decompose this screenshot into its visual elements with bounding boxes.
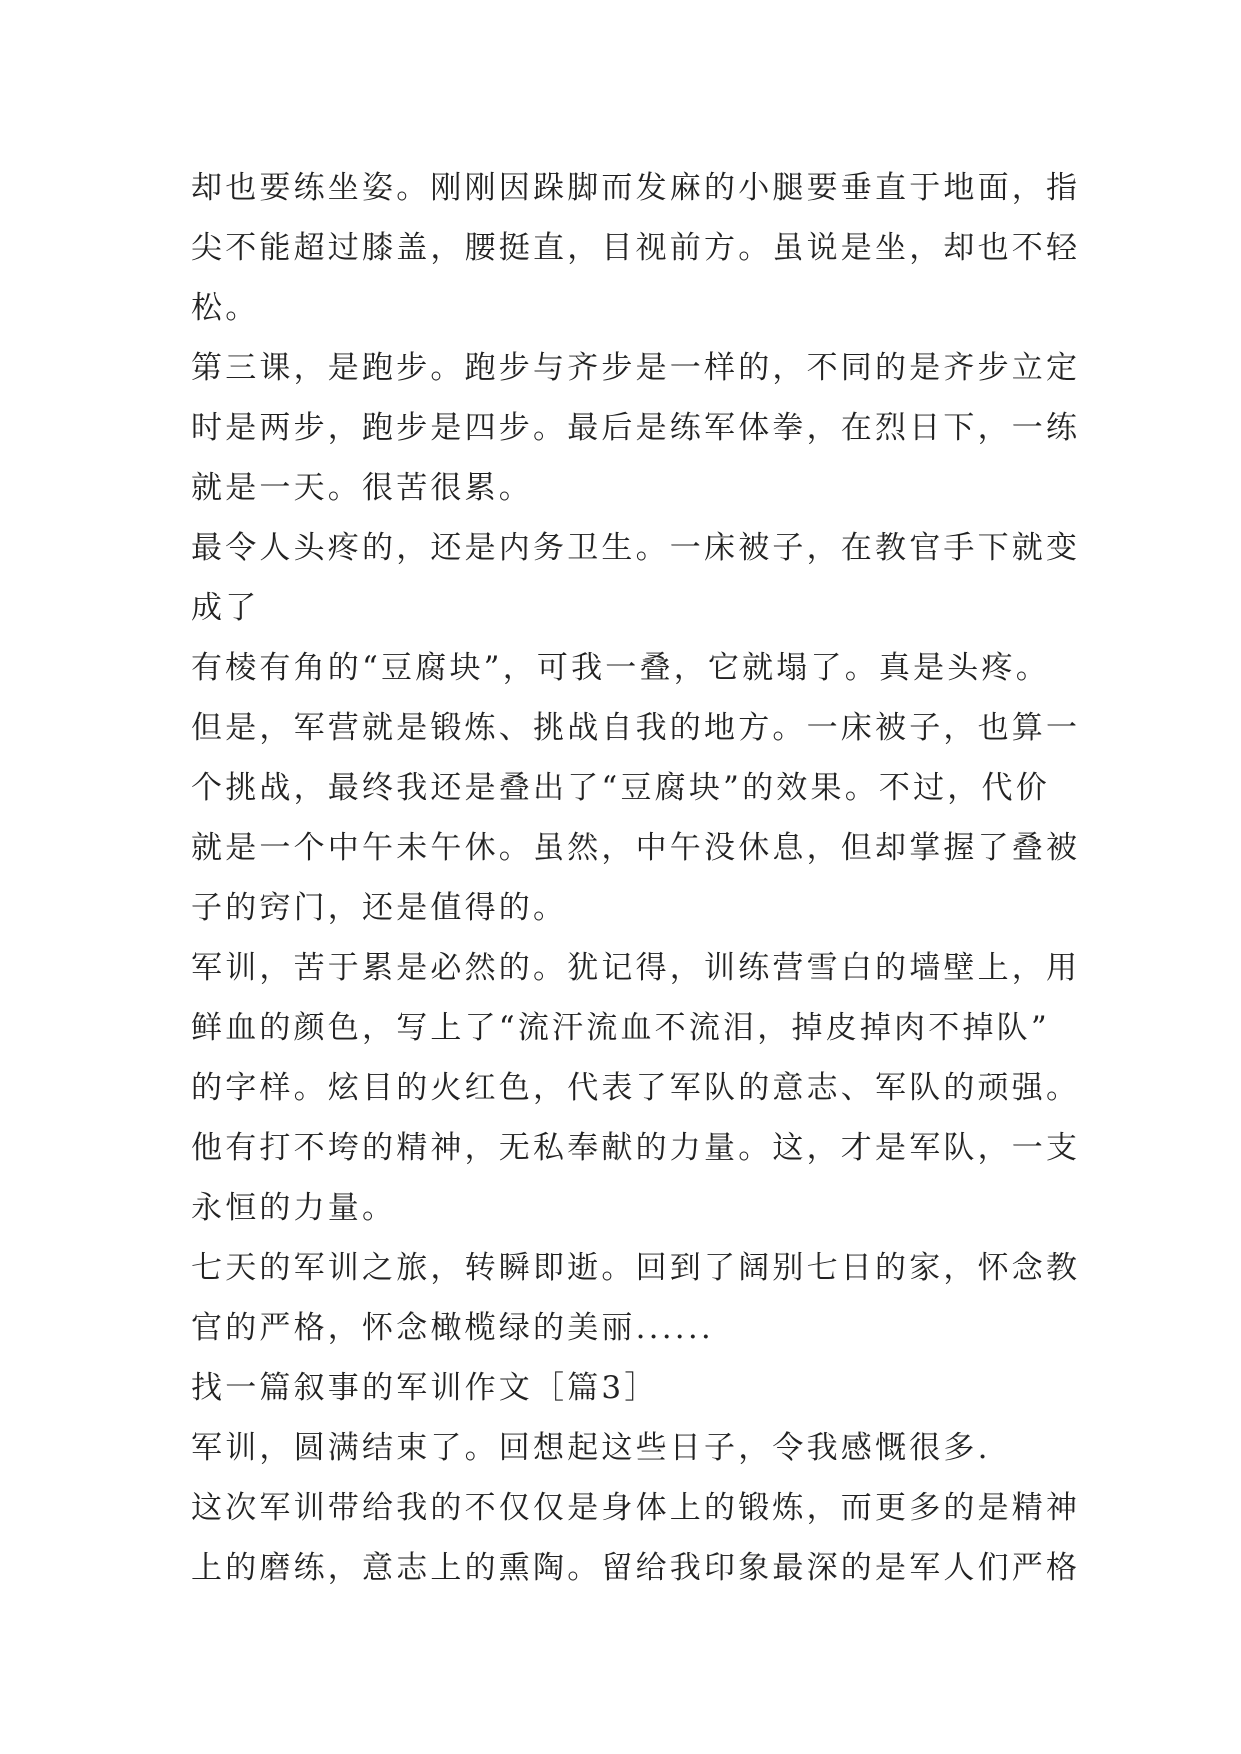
text-line: 最令人头疼的，还是内务卫生。一床被子，在教官手下就变: [191, 530, 1081, 566]
text-line: 时是两步，跑步是四步。最后是练军体拳，在烈日下，一练: [191, 410, 1081, 446]
text-line: 鲜血的颜色，写上了“流汗流血不流泪，掉皮掉肉不掉队”: [191, 1010, 1050, 1046]
document-body: [191, 158, 1081, 1598]
text-line: 他有打不垮的精神，无私奉献的力量。这，才是军队，一支: [191, 1130, 1081, 1166]
text-line: 尖不能超过膝盖，腰挺直，目视前方。虽说是坐，却也不轻: [191, 230, 1081, 266]
text-line: 子的窍门，还是值得的。: [191, 890, 568, 926]
text-line: 上的磨练，意志上的熏陶。留给我印象最深的是军人们严格: [191, 1550, 1081, 1586]
text-line: 的字样。炫目的火红色，代表了军队的意志、军队的顽强。: [191, 1070, 1081, 1106]
text-line: 官的严格，怀念橄榄绿的美丽......: [191, 1310, 714, 1346]
text-line: 就是一个中午未午休。虽然，中午没休息，但却掌握了叠被: [191, 830, 1081, 866]
text-line: 就是一天。很苦很累。: [191, 470, 533, 506]
text-line: 有棱有角的“豆腐块”，可我一叠，它就塌了。真是头疼。: [191, 650, 1050, 686]
text-line: 第三课，是跑步。跑步与齐步是一样的，不同的是齐步立定: [191, 350, 1081, 386]
text-line: 但是，军营就是锻炼、挑战自我的地方。一床被子，也算一: [191, 710, 1081, 746]
text-line: 七天的军训之旅，转瞬即逝。回到了阔别七日的家，怀念教: [191, 1250, 1081, 1286]
section-heading: 找一篇叙事的军训作文［篇3］: [191, 1370, 659, 1406]
text-line: 军训，苦于累是必然的。犹记得，训练营雪白的墙壁上，用: [191, 950, 1081, 986]
text-line: 松。: [191, 290, 260, 326]
text-line: 个挑战，最终我还是叠出了“豆腐块”的效果。不过，代价: [191, 770, 1050, 806]
text-line: 这次军训带给我的不仅仅是身体上的锻炼，而更多的是精神: [191, 1490, 1081, 1526]
text-line: 军训，圆满结束了。回想起这些日子，令我感慨很多.: [191, 1430, 991, 1466]
text-line: 却也要练坐姿。刚刚因跺脚而发麻的小腿要垂直于地面，指: [191, 170, 1081, 206]
text-line: 永恒的力量。: [191, 1190, 397, 1226]
text-line: 成了: [191, 590, 260, 626]
